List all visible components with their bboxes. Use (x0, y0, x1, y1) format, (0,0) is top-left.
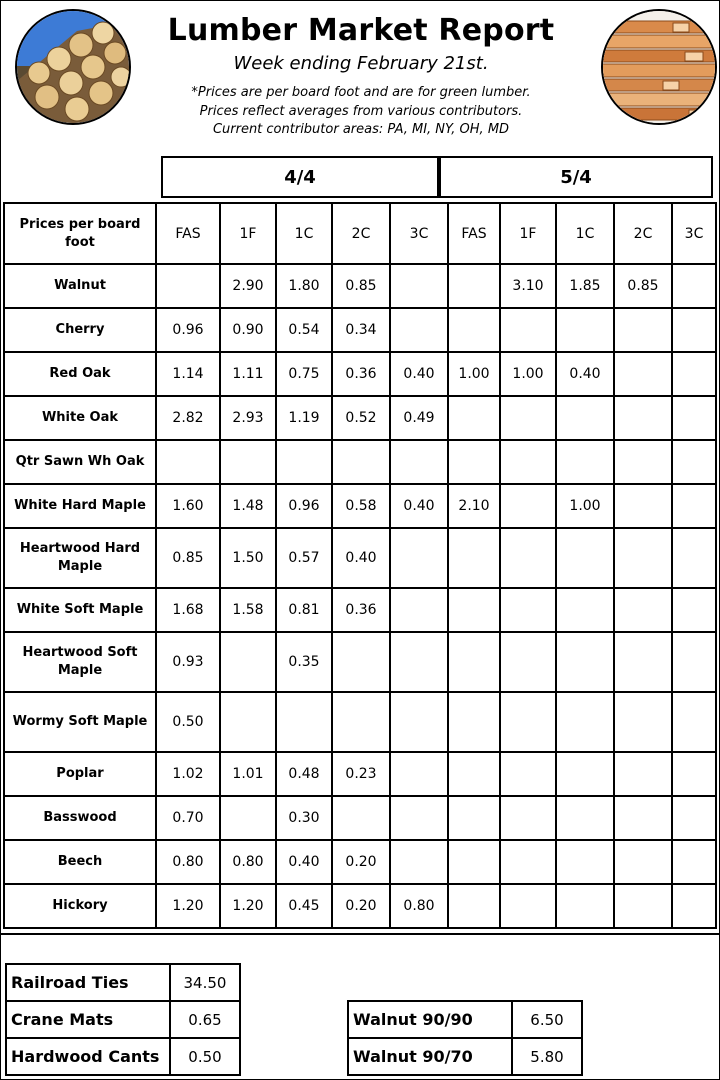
price-cell (672, 308, 716, 352)
price-cell: 2.82 (156, 396, 220, 440)
price-cell: 1.68 (156, 588, 220, 632)
price-cell (448, 308, 500, 352)
table-row (6, 1001, 240, 1038)
species-name: Heartwood Hard Maple (4, 528, 156, 588)
price-cell (448, 396, 500, 440)
price-cell (332, 440, 390, 484)
price-cell: 0.20 (332, 884, 390, 928)
price-cell: 2.90 (220, 264, 276, 308)
price-cell: 0.36 (332, 588, 390, 632)
price-cell (672, 264, 716, 308)
price-cell (672, 440, 716, 484)
price-cell (614, 692, 672, 752)
price-cell (672, 484, 716, 528)
price-cell: 0.20 (332, 840, 390, 884)
price-cell (332, 692, 390, 752)
price-cell (556, 796, 614, 840)
price-cell (614, 796, 672, 840)
price-cell (556, 440, 614, 484)
section-divider (1, 933, 719, 935)
price-cell: 0.80 (156, 840, 220, 884)
price-cell (614, 352, 672, 396)
product-label: Walnut 90/70 (348, 1038, 512, 1075)
price-cell (220, 632, 276, 692)
species-name: White Oak (4, 396, 156, 440)
product-price: 6.50 (512, 1001, 582, 1038)
price-cell (672, 352, 716, 396)
note-line: *Prices are per board foot and are for green lumber. (191, 85, 531, 100)
price-cell (500, 308, 556, 352)
price-cell (500, 692, 556, 752)
price-cell: 0.90 (220, 308, 276, 352)
price-cell (448, 440, 500, 484)
table-row (4, 352, 716, 396)
price-cell: 0.75 (276, 352, 332, 396)
price-cell: 0.52 (332, 396, 390, 440)
price-cell (390, 752, 448, 796)
species-name: Qtr Sawn Wh Oak (4, 440, 156, 484)
table-row (348, 1038, 582, 1075)
price-cell: 0.23 (332, 752, 390, 796)
price-cell: 0.96 (276, 484, 332, 528)
species-name: Poplar (4, 752, 156, 796)
price-cell (448, 588, 500, 632)
price-cell: 0.36 (332, 352, 390, 396)
species-name: Walnut (4, 264, 156, 308)
price-cell: 1.80 (276, 264, 332, 308)
price-cell: 1.60 (156, 484, 220, 528)
price-cell: 0.34 (332, 308, 390, 352)
price-cell: 0.80 (390, 884, 448, 928)
table-row (4, 632, 716, 692)
price-cell: 0.49 (390, 396, 448, 440)
species-name: Beech (4, 840, 156, 884)
price-cell (672, 796, 716, 840)
other-products-right (347, 1000, 583, 1076)
table-row (4, 752, 716, 796)
price-cell (500, 752, 556, 796)
thickness-header-4-4: 4/4 (161, 156, 439, 198)
price-cell: 0.85 (156, 528, 220, 588)
price-cell: 0.96 (156, 308, 220, 352)
price-cell: 1.14 (156, 352, 220, 396)
grade-header: 1F (220, 203, 276, 264)
price-cell (448, 264, 500, 308)
price-cell: 1.20 (220, 884, 276, 928)
note-line: Prices reflect averages from various contributors. (199, 103, 523, 119)
price-cell: 1.58 (220, 588, 276, 632)
price-cell (672, 840, 716, 884)
price-cell (672, 588, 716, 632)
price-cell (556, 632, 614, 692)
price-cell (390, 588, 448, 632)
species-name: White Hard Maple (4, 484, 156, 528)
price-cell (448, 884, 500, 928)
grade-header: FAS (448, 203, 500, 264)
price-cell: 0.58 (332, 484, 390, 528)
price-cell: 1.85 (556, 264, 614, 308)
price-cell (614, 632, 672, 692)
price-cell (614, 484, 672, 528)
note-line: Current contributor areas: PA, MI, NY, OH, MD (212, 122, 510, 137)
grade-header: 3C (672, 203, 716, 264)
price-cell: 0.54 (276, 308, 332, 352)
price-cell: 2.93 (220, 396, 276, 440)
table-row (4, 264, 716, 308)
table-row (6, 964, 240, 1001)
price-cell: 0.50 (156, 692, 220, 752)
grade-header: 2C (614, 203, 672, 264)
grade-header-row (4, 203, 716, 264)
price-cell (276, 440, 332, 484)
price-cell (556, 528, 614, 588)
price-cell: 0.80 (220, 840, 276, 884)
price-cell (220, 440, 276, 484)
price-cell (614, 752, 672, 796)
report-notes (131, 84, 591, 140)
price-cell: 0.40 (276, 840, 332, 884)
price-cell (556, 840, 614, 884)
product-label: Hardwood Cants (6, 1038, 170, 1075)
price-cell: 1.11 (220, 352, 276, 396)
price-cell (390, 308, 448, 352)
price-cell (332, 632, 390, 692)
price-cell (614, 528, 672, 588)
species-name: Heartwood Soft Maple (4, 632, 156, 692)
price-cell (614, 440, 672, 484)
grade-header: 1F (500, 203, 556, 264)
price-cell (672, 396, 716, 440)
price-cell (614, 840, 672, 884)
price-cell (614, 588, 672, 632)
price-cell (390, 528, 448, 588)
species-name: Basswood (4, 796, 156, 840)
grade-header: 1C (556, 203, 614, 264)
table-row (4, 396, 716, 440)
price-cell (500, 884, 556, 928)
price-cell: 1.00 (500, 352, 556, 396)
price-cell: 0.35 (276, 632, 332, 692)
price-cell: 0.70 (156, 796, 220, 840)
price-cell: 1.02 (156, 752, 220, 796)
price-cell (390, 264, 448, 308)
price-cell: 0.85 (614, 264, 672, 308)
species-name: Red Oak (4, 352, 156, 396)
table-row (348, 1001, 582, 1038)
price-cell (672, 884, 716, 928)
price-cell (390, 840, 448, 884)
price-cell (448, 840, 500, 884)
price-cell (500, 840, 556, 884)
price-cell (500, 440, 556, 484)
price-cell (332, 796, 390, 840)
table-row (4, 884, 716, 928)
price-cell: 0.40 (332, 528, 390, 588)
price-cell (390, 796, 448, 840)
price-cell (156, 264, 220, 308)
grade-header: 3C (390, 203, 448, 264)
price-cell (220, 692, 276, 752)
table-row (4, 692, 716, 752)
price-cell (672, 632, 716, 692)
species-name: Hickory (4, 884, 156, 928)
report-title: Lumber Market Report (167, 13, 555, 48)
report-subtitle: Week ending February 21st. (233, 53, 489, 74)
product-price: 5.80 (512, 1038, 582, 1075)
price-cell (500, 796, 556, 840)
price-cell (556, 752, 614, 796)
species-name: White Soft Maple (4, 588, 156, 632)
table-row (4, 588, 716, 632)
price-cell (672, 528, 716, 588)
table-row (4, 840, 716, 884)
price-cell (390, 440, 448, 484)
price-cell (390, 632, 448, 692)
price-cell: 1.48 (220, 484, 276, 528)
other-products-left (5, 963, 241, 1076)
price-cell: 0.40 (390, 484, 448, 528)
price-cell (500, 396, 556, 440)
price-cell: 1.00 (556, 484, 614, 528)
table-row (4, 796, 716, 840)
grade-header: 1C (276, 203, 332, 264)
table-row (4, 484, 716, 528)
grade-header: 2C (332, 203, 390, 264)
price-cell (448, 528, 500, 588)
price-cell: 1.00 (448, 352, 500, 396)
price-cell: 0.40 (390, 352, 448, 396)
table-row (4, 308, 716, 352)
price-cell (556, 692, 614, 752)
price-cell (672, 752, 716, 796)
price-cell (556, 396, 614, 440)
corner-label: Prices per board foot (4, 203, 156, 264)
price-cell: 1.01 (220, 752, 276, 796)
grade-header: FAS (156, 203, 220, 264)
price-cell (500, 588, 556, 632)
product-price: 0.50 (170, 1038, 240, 1075)
log-pile-photo (15, 9, 131, 125)
price-cell: 0.93 (156, 632, 220, 692)
price-cell (672, 692, 716, 752)
price-cell (500, 632, 556, 692)
price-cell (220, 796, 276, 840)
price-cell: 0.45 (276, 884, 332, 928)
sawn-lumber-photo (601, 9, 717, 125)
price-cell (448, 632, 500, 692)
price-cell: 0.85 (332, 264, 390, 308)
price-cell: 0.81 (276, 588, 332, 632)
price-cell: 1.50 (220, 528, 276, 588)
species-name: Cherry (4, 308, 156, 352)
price-cell: 0.30 (276, 796, 332, 840)
price-cell (614, 884, 672, 928)
price-cell (556, 308, 614, 352)
price-table (3, 202, 717, 929)
price-cell (156, 440, 220, 484)
price-cell: 2.10 (448, 484, 500, 528)
price-cell (614, 396, 672, 440)
price-cell (614, 308, 672, 352)
price-cell (448, 752, 500, 796)
price-cell (448, 796, 500, 840)
price-cell (276, 692, 332, 752)
table-row (4, 440, 716, 484)
price-cell (500, 484, 556, 528)
product-label: Walnut 90/90 (348, 1001, 512, 1038)
price-cell (556, 884, 614, 928)
price-cell: 0.48 (276, 752, 332, 796)
price-cell: 1.19 (276, 396, 332, 440)
price-cell: 0.40 (556, 352, 614, 396)
price-cell (448, 692, 500, 752)
price-cell (500, 528, 556, 588)
price-cell: 1.20 (156, 884, 220, 928)
table-row (4, 528, 716, 588)
species-name: Wormy Soft Maple (4, 692, 156, 752)
product-label: Crane Mats (6, 1001, 170, 1038)
product-price: 0.65 (170, 1001, 240, 1038)
price-cell (556, 588, 614, 632)
table-row (6, 1038, 240, 1075)
price-cell: 0.57 (276, 528, 332, 588)
product-label: Railroad Ties (6, 964, 170, 1001)
product-price: 34.50 (170, 964, 240, 1001)
thickness-header-5-4: 5/4 (439, 156, 713, 198)
price-cell (390, 692, 448, 752)
price-cell: 3.10 (500, 264, 556, 308)
